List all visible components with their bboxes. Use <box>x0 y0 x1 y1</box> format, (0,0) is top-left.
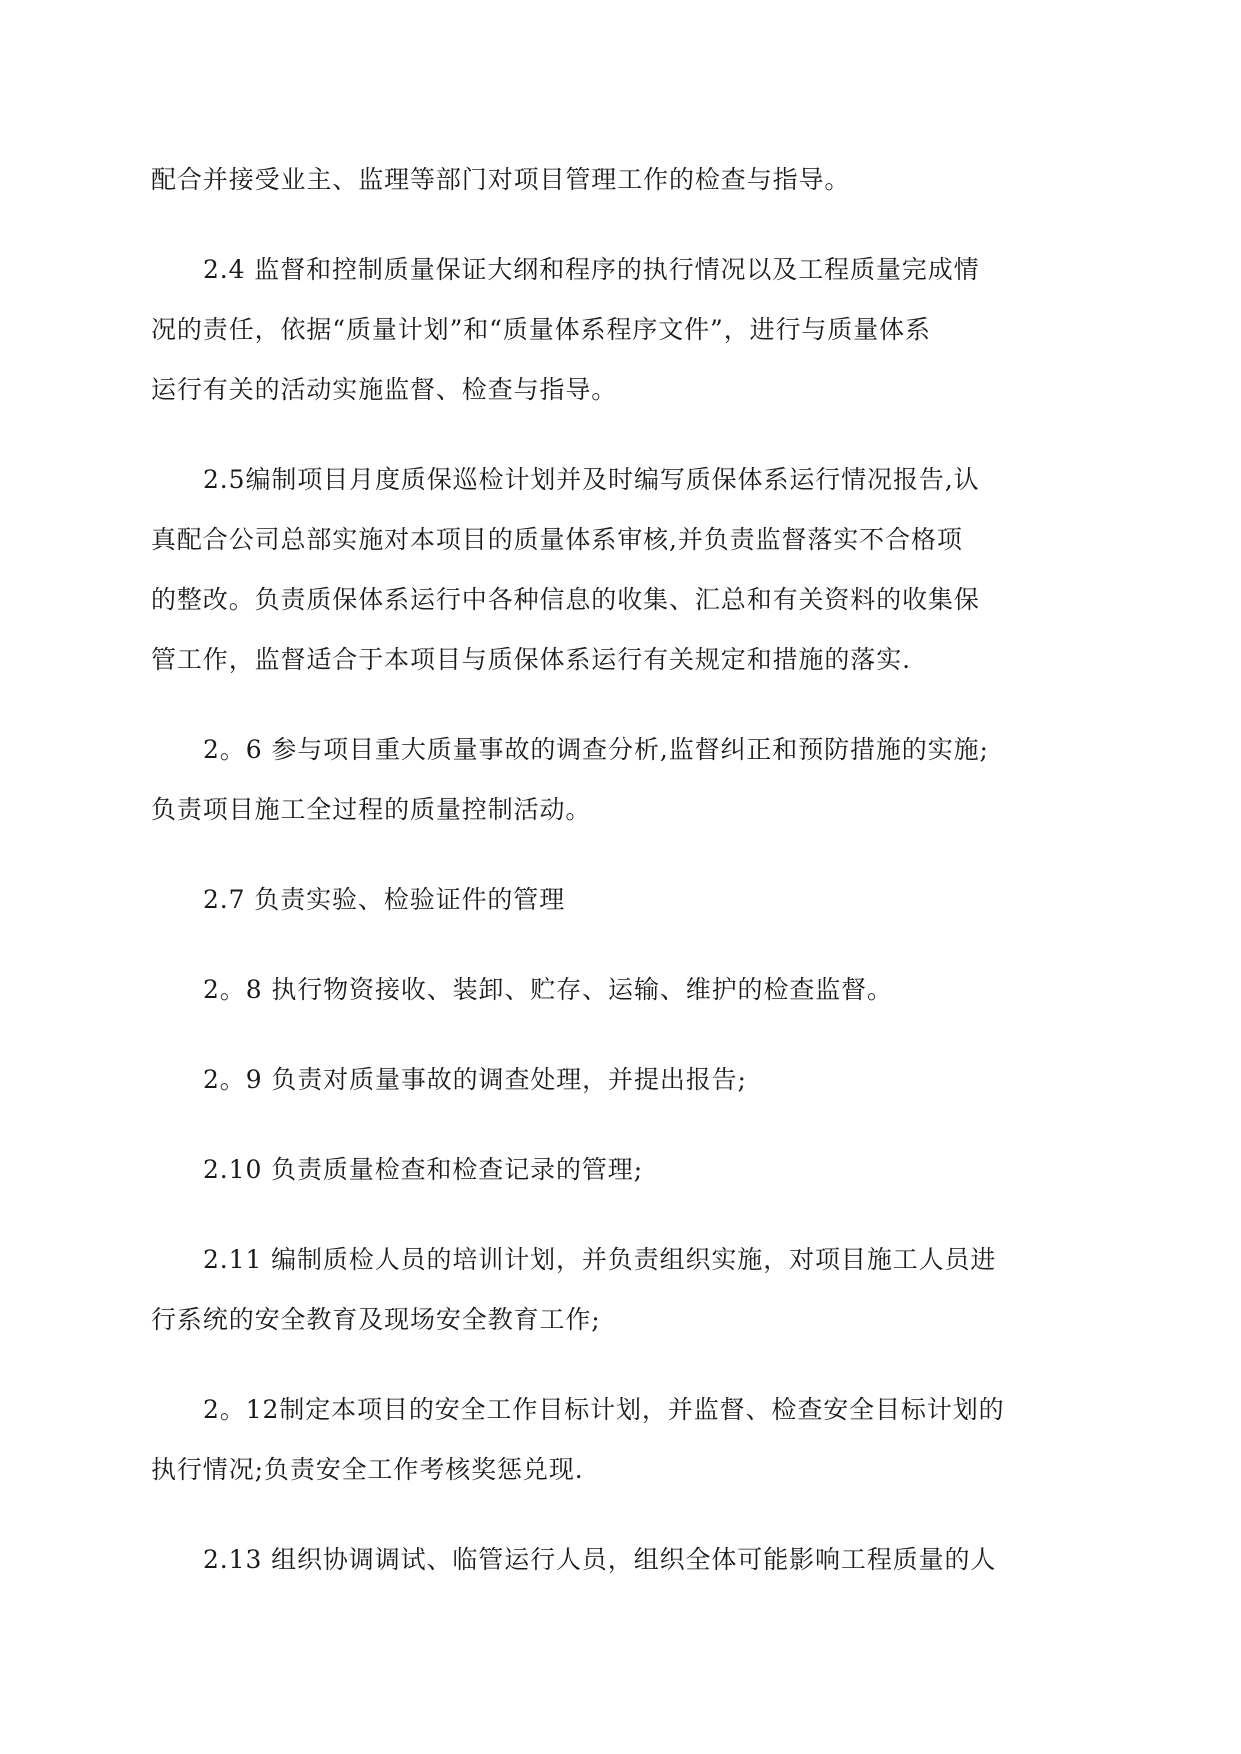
paragraph-2-12 <box>151 1380 1091 1500</box>
document-body <box>151 150 1091 1620</box>
paragraph-2-9 <box>151 1050 1091 1110</box>
text-line: 配合并接受业主、监理等部门对项目管理工作的检查与指导。 <box>151 165 851 194</box>
text-line: 2。6 参与项目重大质量事故的调查分析,监督纠正和预防措施的实施; <box>203 735 989 764</box>
paragraph-2-7 <box>151 870 1091 930</box>
text-line: 2.5编制项目月度质保巡检计划并及时编写质保体系运行情况报告,认 <box>203 465 980 494</box>
text-line: 2.7 负责实验、检验证件的管理 <box>203 885 566 914</box>
paragraph-2-5 <box>151 450 1091 690</box>
paragraph-2-8 <box>151 960 1091 1020</box>
text-line: 真配合公司总部实施对本项目的质量体系审核,并负责监督落实不合格项 <box>151 525 963 554</box>
text-line: 2。12制定本项目的安全工作目标计划，并监督、检查安全目标计划的 <box>203 1395 1005 1424</box>
text-line: 2。9 负责对质量事故的调查处理，并提出报告; <box>203 1065 747 1094</box>
text-line: 2.13 组织协调调试、临管运行人员，组织全体可能影响工程质量的人 <box>203 1545 997 1574</box>
text-line: 2.4 监督和控制质量保证大纲和程序的执行情况以及工程质量完成情 <box>203 255 980 284</box>
paragraph-2-6 <box>151 720 1091 840</box>
paragraph-2-4 <box>151 240 1091 420</box>
text-line: 2.10 负责质量检查和检查记录的管理; <box>203 1155 644 1184</box>
text-line: 2。8 执行物资接收、装卸、贮存、运输、维护的检查监督。 <box>203 975 893 1004</box>
text-line: 行系统的安全教育及现场安全教育工作; <box>151 1305 601 1334</box>
paragraph-2-13 <box>151 1530 1091 1590</box>
text-line: 2.11 编制质检人员的培训计划，并负责组织实施，对项目施工人员进 <box>203 1245 997 1274</box>
text-line: 况的责任，依据“质量计划”和“质量体系程序文件”，进行与质量体系 <box>151 315 931 344</box>
text-line: 的整改。负责质保体系运行中各种信息的收集、汇总和有关资料的收集保 <box>151 585 980 614</box>
paragraph-2-11 <box>151 1230 1091 1350</box>
paragraph-1 <box>151 150 1091 210</box>
text-line: 负责项目施工全过程的质量控制活动。 <box>151 795 592 824</box>
text-line: 管工作，监督适合于本项目与质保体系运行有关规定和措施的落实. <box>151 645 911 674</box>
text-line: 执行情况;负责安全工作考核奖惩兑现. <box>151 1455 584 1484</box>
paragraph-2-10 <box>151 1140 1091 1200</box>
text-line: 运行有关的活动实施监督、检查与指导。 <box>151 375 618 404</box>
